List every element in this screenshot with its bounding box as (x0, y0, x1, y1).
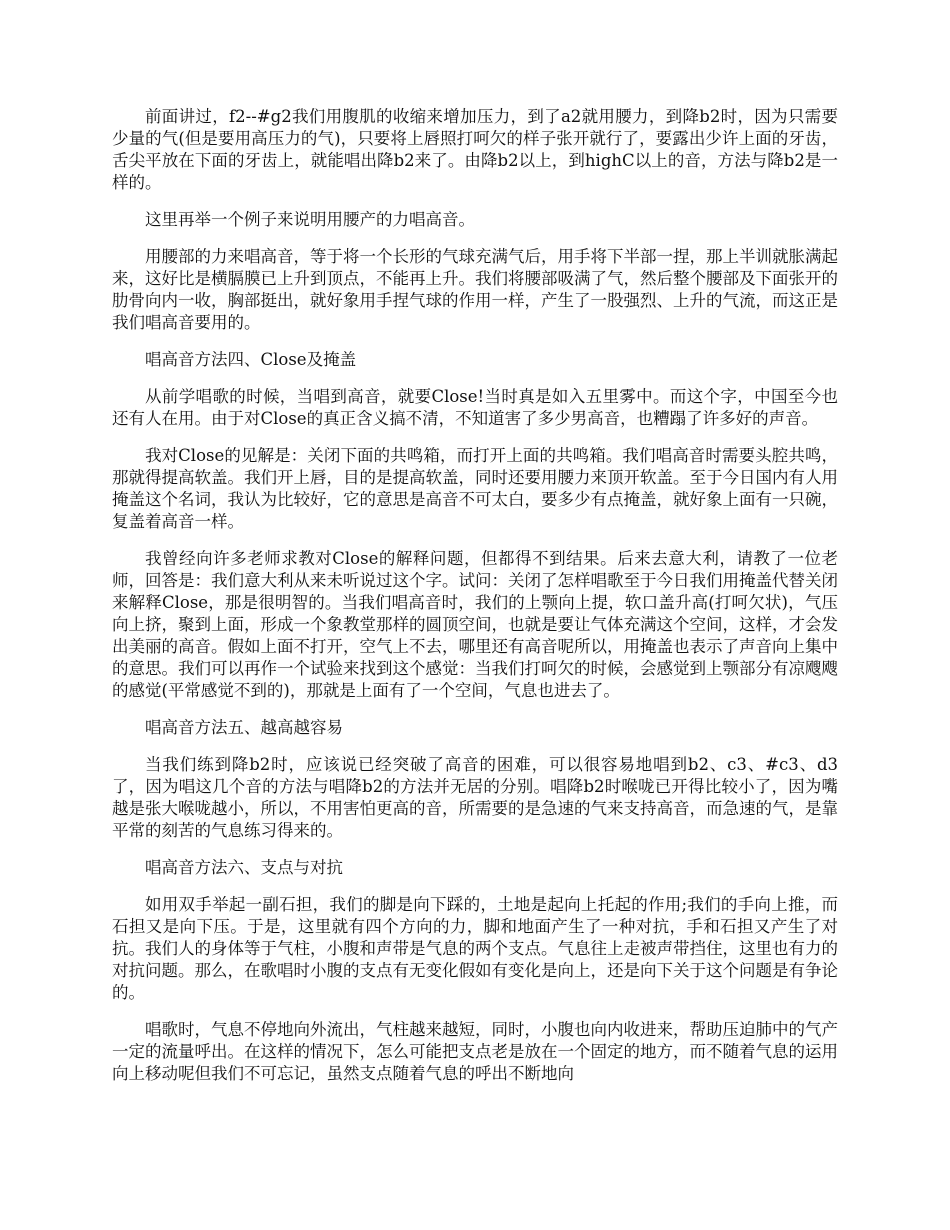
document-page (112, 106, 838, 1100)
section-heading-method-five: 唱高音方法五、越高越容易 (145, 718, 343, 737)
paragraph-close-opinion: 我对Close的见解是：关闭下面的共鸣箱，而打开上面的共鸣箱。我们唱高音时需要头腔共鸣，那就得提高软盖。我们开上唇，目的是提高软盖，同时还要用腰力来顶开软盖。至于今日国内有人用掩盖这个名词，我认为比较好，它的意思是高音不可太白，要多少有点掩盖，就好象上面有一只碗，复盖着高音一样。 (112, 446, 838, 531)
section-heading-method-six: 唱高音方法六、支点与对抗 (145, 858, 343, 877)
paragraph-close-explanation: 我曾经向许多老师求教对Close的解释问题，但都得不到结果。后来去意大利，请教了一位老师，回答是：我们意大利从来未听说过这个字。试问：关闭了怎样唱歌至于今日我们用掩盖代替关闭来解释Close，那是很明智的。当我们唱高音时，我们的上颚向上提，软口盖升高(打呵欠状)，气压向上挤，聚到上面，形成一个象教堂那样的圆顶空间，也就是要让气体充满这个空间，这样，才会发出美丽的高音。假如上面不打开，空气上不去，哪里还有高音呢所以，用掩盖也表示了声音向上集中的意思。我们可以再作一个试验来找到这个感觉：当我们打呵欠的时候，会感觉到上颚部分有凉飕飕的感觉(平常感觉不到的)，那就是上面有了一个空间，气息也进去了。 (112, 549, 838, 700)
paragraph-fulcrum-analogy: 如用双手举起一副石担，我们的脚是向下踩的，土地是起向上托起的作用;我们的手向上推，而石担又是向下压。于是，这里就有四个方向的力，脚和地面产生了一种对抗，手和石担又产生了对抗。我们人的身体等于气柱，小腹和声带是气息的两个支点。气息往上走被声带挡住，这里也有力的对抗问题。那么，在歌唱时小腹的支点有无变化假如有变化是向上，还是向下关于这个问题是有争论的。 (112, 895, 838, 1002)
paragraph-breath-fulcrum: 唱歌时，气息不停地向外流出，气柱越来越短，同时，小腹也向内收进来，帮助压迫肺中的气产一定的流量呼出。在这样的情况下，怎么可能把支点老是放在一个固定的地方，而不随着气息的运用向上移动呢但我们不可忘记，虽然支点随着气息的呼出不断地向 (112, 1020, 838, 1083)
paragraph-close-history: 从前学唱歌的时候，当唱到高音，就要Close!当时真是如入五里雾中。而这个字，中国至今也还有人在用。由于对Close的真正含义搞不清，不知道害了多少男高音，也糟蹋了许多好的声音。 (112, 387, 838, 428)
paragraph-high-notes-intro: 前面讲过，f2--#g2我们用腹肌的收缩来增加压力，到了a2就用腰力，到降b2时，因为只需要少量的气(但是要用高压力的气)，只要将上唇照打呵欠的样子张开就行了，要露出少许上面的牙齿，舌尖平放在下面的牙齿上，就能唱出降b2来了。由降b2以上，到highC以上的音，方法与降b2是一样的。 (112, 107, 838, 192)
paragraph-waist-example-intro: 这里再举一个例子来说明用腰产的力唱高音。 (145, 210, 475, 229)
paragraph-higher-easier: 当我们练到降b2时，应该说已经突破了高音的困难，可以很容易地唱到b2、c3、#c3、d3了，因为唱这几个音的方法与唱降b2的方法并无居的分别。唱降b2时喉咙已开得比较小了，因为嘴越是张大喉咙越小，所以，不用害怕更高的音，所需要的是急速的气来支持高音，而急速的气，是靠平常的刻苦的气息练习得来的。 (112, 755, 838, 840)
section-heading-method-four: 唱高音方法四、Close及掩盖 (145, 350, 357, 369)
paragraph-balloon-analogy: 用腰部的力来唱高音，等于将一个长形的气球充满气后，用手将下半部一捏，那上半训就胀满起来，这好比是横膈膜已上升到顶点，不能再上升。我们将腰部吸满了气，然后整个腰部及下面张开的肋骨向内一收，胸部挺出，就好象用手捏气球的作用一样，产生了一股强烈、上升的气流，而这正是我们唱高音要用的。 (112, 247, 838, 332)
